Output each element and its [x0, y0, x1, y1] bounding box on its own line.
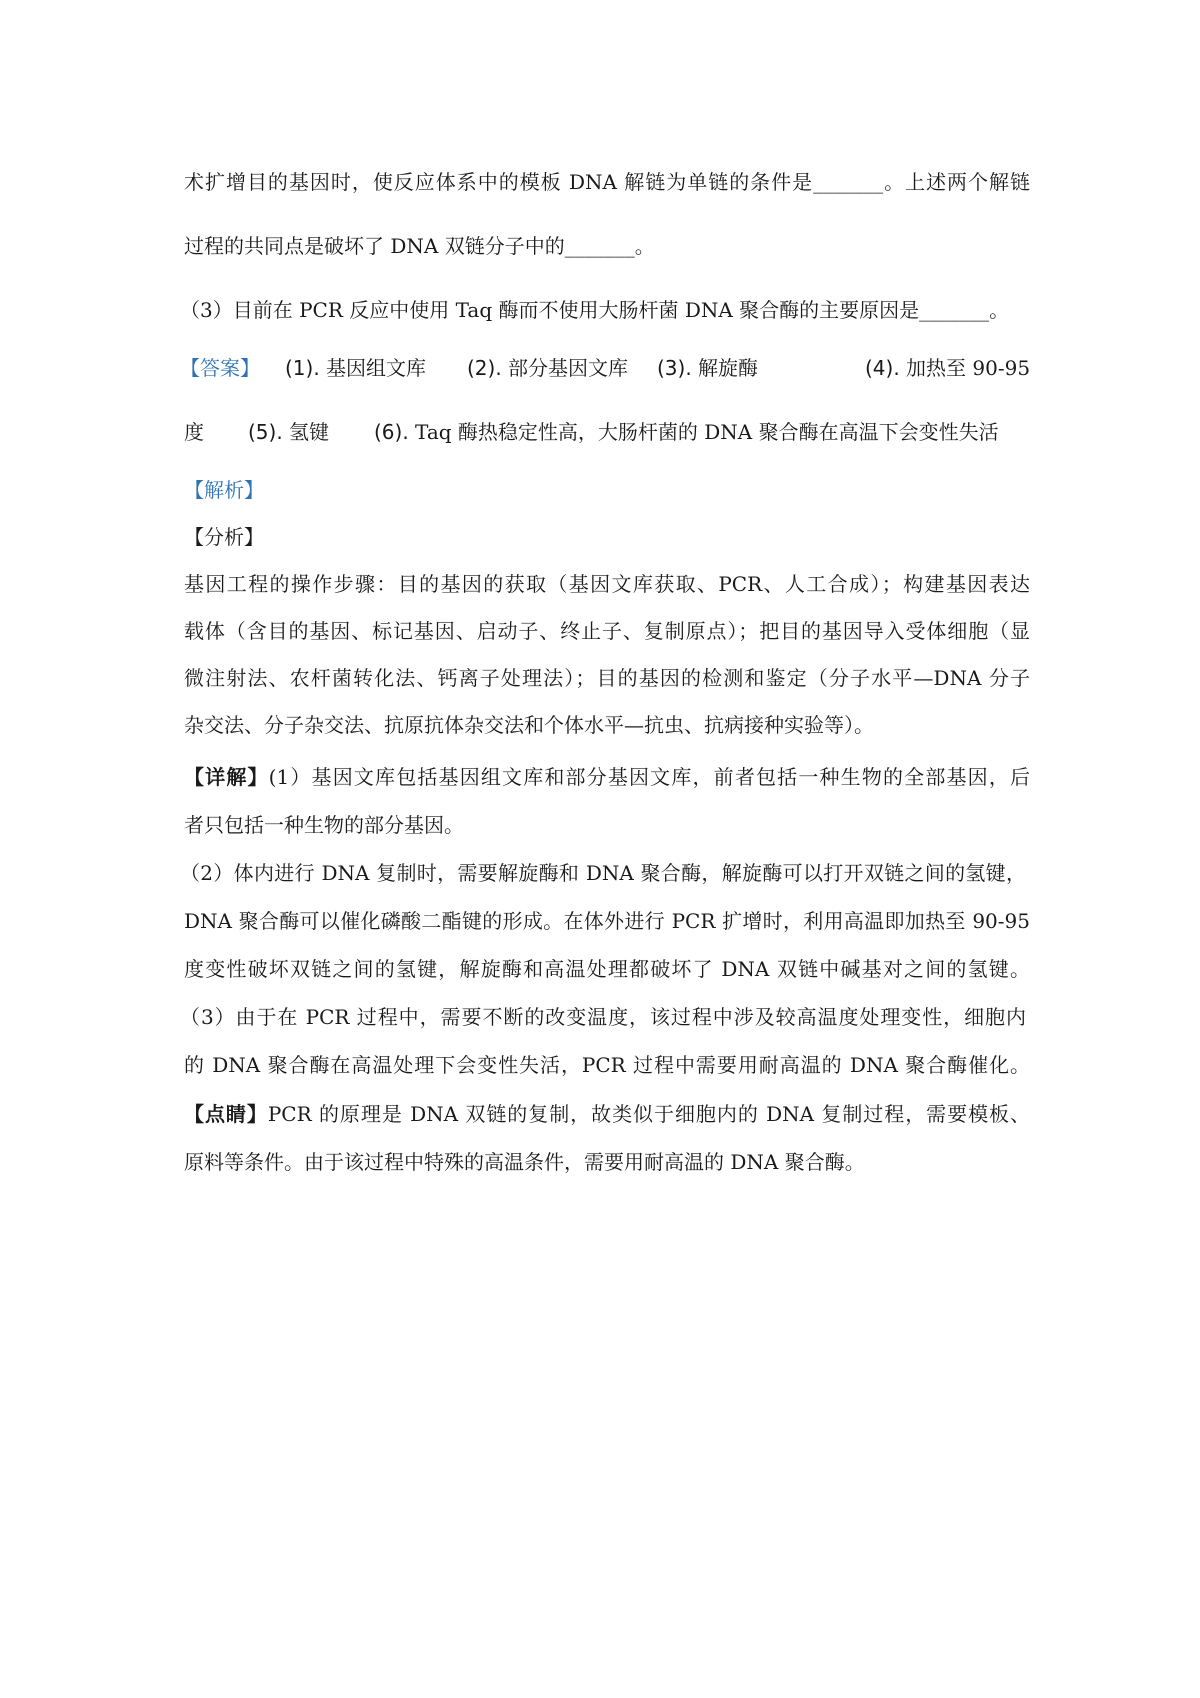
detail-paragraph-2-line: （2）体内进行 DNA 复制时，需要解旋酶和 DNA 聚合酶，解旋酶可以打开双链之间的氢键， [180, 861, 1026, 885]
detail-paragraph-1-line-1 [184, 761, 1030, 790]
detail-paragraph-3-line: （3）由于在 PCR 过程中，需要不断的改变温度，该过程中涉及较高温度处理变性，细胞内 [180, 1005, 1026, 1029]
question-2-line-1: 术扩增目的基因时，使反应体系中的模板 DNA 解链为单链的条件是_______。上述两个解链 [184, 170, 1030, 194]
answer-item-4-continued: 度 [184, 420, 204, 444]
detail-text: (1）基因文库包括基因组文库和部分基因文库，前者包括一种生物的全部基因，后 [268, 765, 1031, 789]
tip-text: PCR 的原理是 DNA 双链的复制，故类似于细胞内的 DNA 复制过程，需要模板、 [267, 1102, 1031, 1126]
tip-line-2: 原料等条件。由于该过程中特殊的高温条件，需要用耐高温的 DNA 聚合酶。 [184, 1150, 865, 1174]
answer-item-6 [374, 416, 999, 445]
answer-item-text: 氢键 [289, 420, 330, 444]
analysis-sub-label: 【分析】 [184, 525, 264, 549]
detail-paragraph-2-line: DNA 聚合酶可以催化磷酸二酯键的形成。在体外进行 PCR 扩增时，利用高温即加热至 90-95 [184, 909, 1030, 933]
detail-paragraph-2-line: 度变性破坏双链之间的氢键，解旋酶和高温处理都破坏了 DNA 双链中碱基对之间的氢键。 [184, 957, 1030, 981]
answer-item-5 [248, 416, 329, 445]
answer-label: 【答案】 [180, 356, 260, 380]
analysis-label: 【解析】 [184, 478, 264, 502]
answer-item-text: 基因组文库 [326, 356, 427, 380]
question-2-line-2: 过程的共同点是破坏了 DNA 双链分子中的_______。 [184, 234, 655, 258]
answer-item-number: (2). [467, 356, 502, 380]
analysis-paragraph-line: 杂交法、分子杂交法、抗原抗体杂交法和个体水平—抗虫、抗病接种实验等）。 [184, 713, 874, 737]
answer-item-text: 加热至 90-95 [906, 356, 1031, 380]
answer-item-text: 解旋酶 [698, 356, 759, 380]
answer-item-4 [865, 352, 1030, 381]
answer-item-3 [657, 352, 758, 381]
question-3-line: （3）目前在 PCR 反应中使用 Taq 酶而不使用大肠杆菌 DNA 聚合酶的主要原因是_______。 [180, 298, 1010, 322]
answer-item-number: (3). [657, 356, 692, 380]
detail-paragraph-3-line: 的 DNA 聚合酶在高温处理下会变性失活，PCR 过程中需要用耐高温的 DNA 聚合酶催化。 [184, 1053, 1030, 1077]
tip-label: 【点睛】 [184, 1102, 268, 1126]
answer-item-number: (6). [374, 420, 409, 444]
analysis-paragraph-line: 载体（含目的基因、标记基因、启动子、终止子、复制原点）；把目的基因导入受体细胞（显 [184, 619, 1030, 643]
analysis-paragraph-line: 微注射法、农杆菌转化法、钙离子处理法）；目的基因的检测和鉴定（分子水平—DNA 分子 [184, 666, 1030, 690]
answer-item-number: (5). [248, 420, 283, 444]
answer-item-text: 部分基因文库 [508, 356, 629, 380]
answer-item-number: (1). [285, 356, 320, 380]
detail-label: 【详解】 [184, 765, 269, 789]
tip-line-1 [184, 1098, 1030, 1127]
analysis-paragraph-line: 基因工程的操作步骤：目的基因的获取（基因文库获取、PCR、人工合成）；构建基因表达 [184, 572, 1030, 596]
answer-item-text: Taq 酶热稳定性高，大肠杆菌的 DNA 聚合酶在高温下会变性失活 [415, 420, 999, 444]
answer-item-1 [285, 352, 426, 381]
answer-item-number: (4). [865, 356, 900, 380]
answer-item-2 [467, 352, 628, 381]
detail-paragraph-1-line-2: 者只包括一种生物的部分基因。 [184, 813, 464, 837]
